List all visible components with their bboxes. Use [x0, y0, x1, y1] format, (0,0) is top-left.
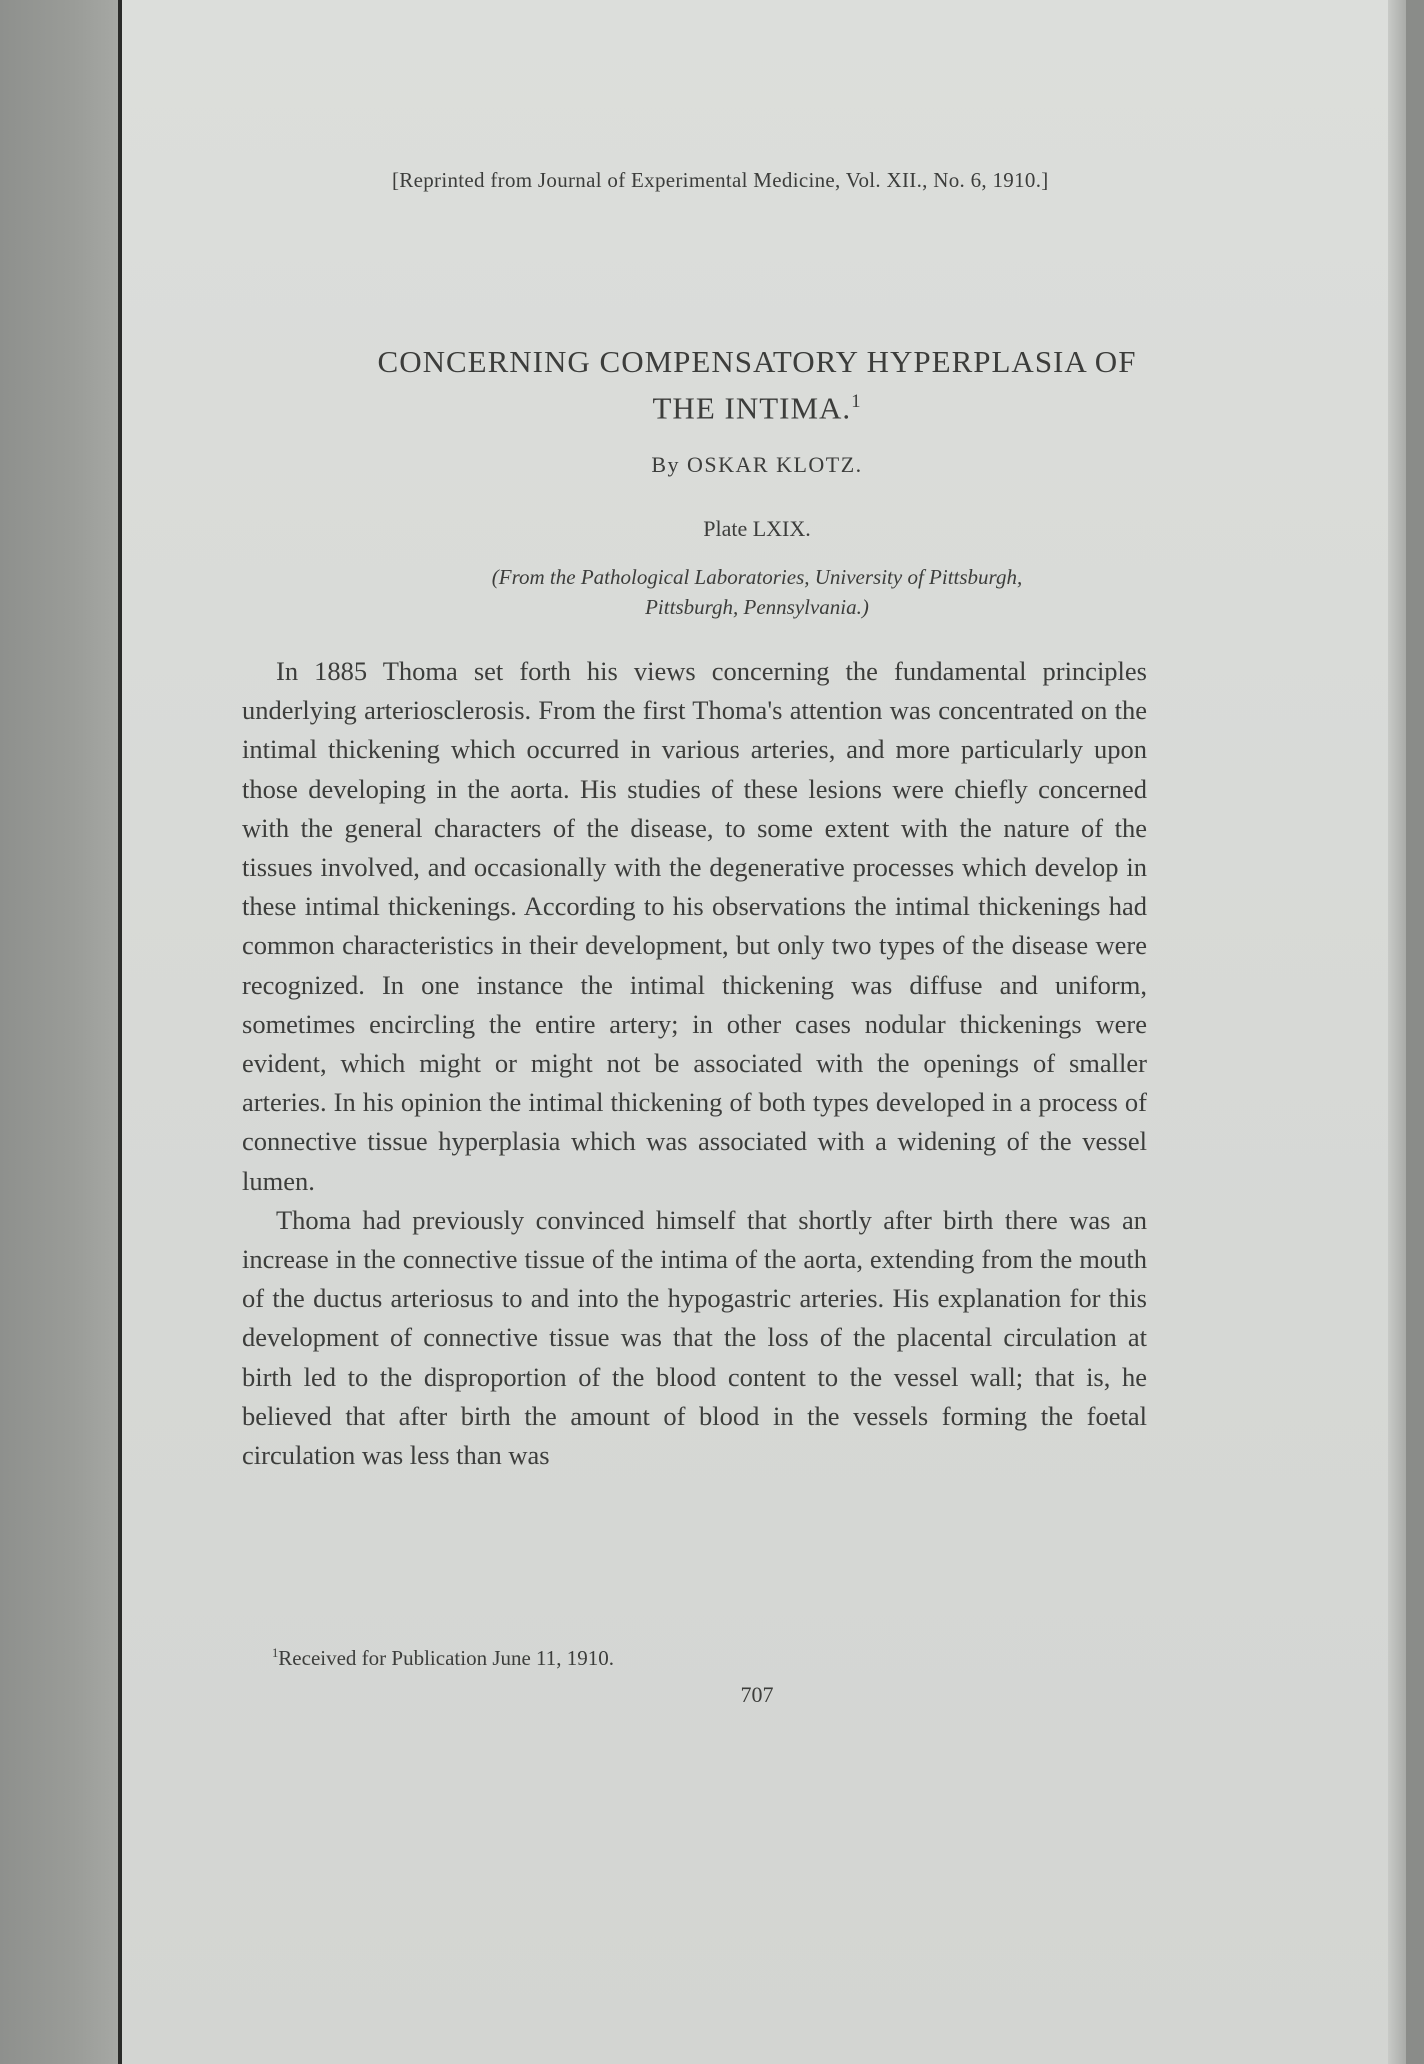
title-line-1: CONCERNING COMPENSATORY HYPERPLASIA OF — [377, 344, 1137, 379]
article-title — [242, 342, 1272, 428]
plate-label: Plate LXIX. — [703, 516, 811, 541]
author-byline: By OSKAR KLOTZ. — [651, 452, 863, 477]
article-body — [242, 652, 1147, 1475]
paragraph-2: Thoma had previously convinced himself that shortly after birth there was an increase in the connective tissue of the intima of the aorta, extending from the mouth of the ductus arteriosus to and into the hypogastric arteries. His explanation for this development of connective tissue was that the loss of the placental circulation at birth led to the disproportion of the blood content to the vessel wall; that is, he believed that after birth the amount of blood in the vessels forming the foetal circulation was less than was — [242, 1204, 1147, 1471]
affiliation — [242, 562, 1272, 622]
page-edge — [1388, 0, 1406, 2064]
paragraph-1: In 1885 Thoma set forth his views concerning the fundamental principles underlying arteriosclerosis. From the first Thoma's attention was concentrated on the intimal thickening which occurred in various arteries, and more particularly upon those developing in the aorta. His studies of these lesions were chiefly concerned with the general characters of the disease, to some extent with the nature of the tissues involved, and occasionally with the degenerative processes which develop in these intimal thickenings. According to his observations the intimal thickenings had common characteristics in their development, but only two types of the disease were recognized. In one instance the intimal thickening was diffuse and uniform, sometimes encircling the entire artery; in other cases nodular thickenings were evident, which might or might not be associated with the openings of smaller arteries. In his opinion the intimal thickening of both types developed in a process of connective tissue hyperplasia which was associated with a widening of the vessel lumen. — [242, 656, 1147, 1196]
footnote — [272, 1646, 614, 1671]
title-line-2 — [242, 382, 1272, 428]
affiliation-line-1: (From the Pathological Laboratories, University of Pittsburgh, — [491, 565, 1023, 589]
title-line-2-text: THE INTIMA. — [652, 390, 852, 426]
page-number: 707 — [740, 1682, 774, 1707]
title-footnote-mark: 1 — [851, 391, 862, 412]
footnote-text: Received for Publication June 11, 1910. — [278, 1646, 615, 1670]
affiliation-line-2: Pittsburgh, Pennsylvania.) — [645, 595, 869, 619]
reprint-note: [Reprinted from Journal of Experimental Medicine, Vol. XII., No. 6, 1910.] — [392, 168, 1049, 192]
footnote-mark: 1 — [272, 1646, 279, 1660]
document-page — [118, 0, 1406, 2064]
book-binding — [0, 0, 122, 2064]
